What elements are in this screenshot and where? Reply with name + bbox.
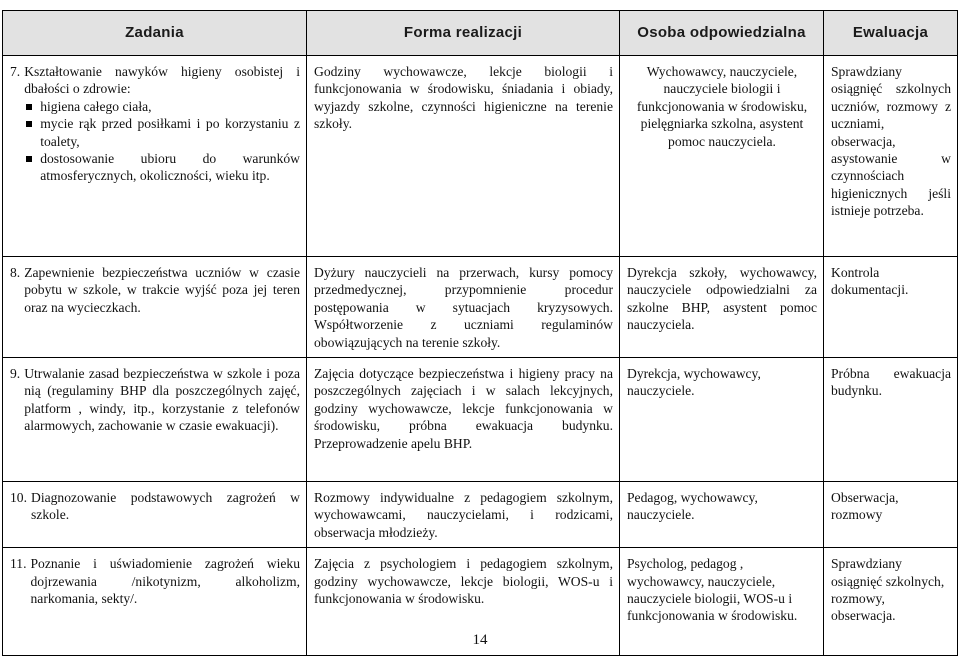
task-cell xyxy=(3,257,307,358)
table-row xyxy=(3,56,958,257)
task-text: Diagnozowanie podstawowych zagrożeń w szkole. xyxy=(31,490,300,523)
header-evaluation: Ewaluacja xyxy=(824,11,958,56)
task-number: 9. xyxy=(10,366,21,382)
form-cell: Godziny wychowawcze, lekcje biologii i funkcjonowania w środowisku, śniadania i obiady, wyjazdy szkolne, czynności higieniczne na terenie szkoły. xyxy=(307,56,620,257)
evaluation-cell: Obserwacja, rozmowy xyxy=(824,482,958,548)
header-row xyxy=(3,11,958,56)
form-cell: Zajęcia dotyczące bezpieczeństwa i higieny pracy na poszczególnych zajęciach i w salach lekcyjnych, godziny wychowawcze, lekcje funkcjonowania w środowisku, próbna ewakuacja budynku. Przeprowadzenie apelu BHP. xyxy=(307,358,620,482)
evaluation-cell: Sprawdziany osiągnięć szkolnych uczniów, rozmowy z uczniami, obserwacja, asystowanie w czynnościach higienicznych jeśli istnieje potrzeba. xyxy=(824,56,958,257)
task-cell xyxy=(3,56,307,257)
task-bullet: dostosowanie ubioru do warunków atmosferycznych, okoliczności, wieku itp. xyxy=(24,150,300,185)
table-row xyxy=(3,257,958,358)
evaluation-cell: Próbna ewakuacja budynku. xyxy=(824,358,958,482)
task-text: Poznanie i uświadomienie zagrożeń wieku dojrzewania /nikotynizm, alkoholizm, narkomania, sekty/. xyxy=(30,556,300,607)
form-cell: Dyżury nauczycieli na przerwach, kursy pomocy przedmedycznej, przypomnienie procedur postępowania w sytuacjach kryzysowych. Współtworzenie z uczniami regulaminów obowiązujących na terenie szkoły. xyxy=(307,257,620,358)
responsible-cell: Dyrekcja szkoły, wychowawcy, nauczyciele odpowiedzialni za szkolne BHP, asystent pomoc nauczyciela. xyxy=(620,257,824,358)
task-cell xyxy=(3,358,307,482)
task-number: 8. xyxy=(10,265,21,280)
task-bullet: higiena całego ciała, xyxy=(24,98,300,115)
header-tasks: Zadania xyxy=(3,11,307,56)
plan-table xyxy=(2,10,958,656)
task-bullet: mycie rąk przed posiłkami i po korzystaniu z toalety, xyxy=(24,115,300,150)
responsible-cell: Psycholog, pedagog , wychowawcy, nauczyciele, nauczyciele biologii, WOS-u i funkcjonowania w środowisku. xyxy=(620,548,824,656)
task-number: 7. xyxy=(10,64,21,79)
task-number: 11. xyxy=(10,556,27,572)
page-number: 14 xyxy=(472,632,488,648)
responsible-cell: Dyrekcja, wychowawcy, nauczyciele. xyxy=(620,358,824,482)
responsible-cell: Wychowawcy, nauczyciele, nauczyciele biologii i funkcjonowania w środowisku, pielęgniarka szkolna, asystent pomoc nauczyciela. xyxy=(620,56,824,257)
task-text: Kształtowanie nawyków higieny osobistej i dbałości o zdrowie: xyxy=(24,64,300,97)
form-cell: Zajęcia z psychologiem i pedagogiem szkolnym, godziny wychowawcze, lekcje biologii, WOS-u i funkcjonowania w środowisku. xyxy=(307,548,620,656)
task-cell xyxy=(3,482,307,548)
task-text: Utrwalanie zasad bezpieczeństwa w szkole i poza nią (regulaminy BHP dla poszczególnych zajęć, platform , windy, itp., korzystanie z telefonów alarmowych, zachowanie w czasie ewakuacji). xyxy=(24,366,300,434)
header-responsible: Osoba odpowiedzialna xyxy=(620,11,824,56)
evaluation-cell: Kontrola dokumentacji. xyxy=(824,257,958,358)
responsible-cell: Pedagog, wychowawcy, nauczyciele. xyxy=(620,482,824,548)
form-cell: Rozmowy indywidualne z pedagogiem szkolnym, wychowawcami, nauczycielami, i rodzicami, obserwacja młodzieży. xyxy=(307,482,620,548)
task-bullet-list xyxy=(24,98,300,185)
task-text: Zapewnienie bezpieczeństwa uczniów w czasie pobytu w szkole, w trakcie wyjść poza jej teren oraz na wycieczkach. xyxy=(24,265,300,315)
table-row xyxy=(3,358,958,482)
evaluation-cell: Sprawdziany osiągnięć szkolnych, rozmowy, obserwacja. xyxy=(824,548,958,656)
task-number: 10. xyxy=(10,490,27,506)
table-row xyxy=(3,482,958,548)
header-forms: Forma realizacji xyxy=(307,11,620,56)
